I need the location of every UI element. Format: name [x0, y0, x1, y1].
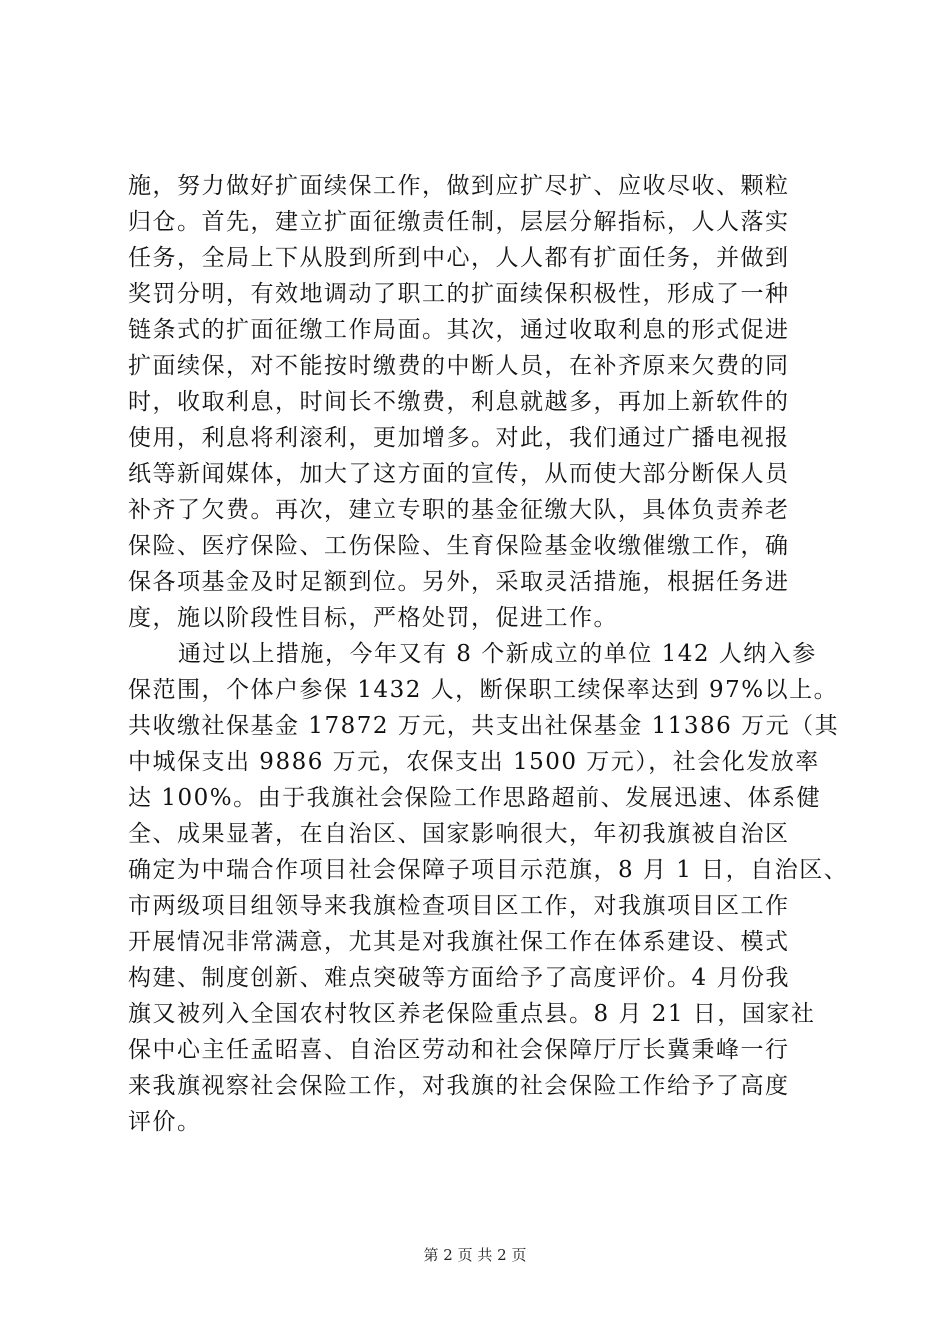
text-line: 市两级项目组领导来我旗检查项目区工作，对我旗项目区工作	[128, 893, 790, 919]
text-line: 确定为中瑞合作项目社会保障子项目示范旗，8 月 1 日，自治区、	[128, 857, 849, 883]
text-line: 奖罚分明，有效地调动了职工的扩面续保积极性，形成了一种	[128, 281, 790, 307]
text-line: 达 100%。由于我旗社会保险工作思路超前、发展迅速、体系健	[128, 785, 822, 811]
page-footer	[0, 1244, 950, 1266]
text-line: 全、成果显著，在自治区、国家影响很大，年初我旗被自治区	[128, 821, 790, 847]
body-text	[128, 168, 849, 1140]
text-line: 使用，利息将利滚利，更加增多。对此，我们通过广播电视报	[128, 425, 790, 451]
text-line: 任务，全局上下从股到所到中心，人人都有扩面任务，并做到	[128, 245, 790, 271]
text-line: 开展情况非常满意，尤其是对我旗社保工作在体系建设、模式	[128, 929, 790, 955]
text-line: 链条式的扩面征缴工作局面。其次，通过收取利息的形式促进	[128, 317, 790, 343]
text-line: 归仓。首先，建立扩面征缴责任制，层层分解指标，人人落实	[128, 209, 790, 235]
text-line: 评价。	[128, 1109, 202, 1135]
text-line: 中城保支出 9886 万元，农保支出 1500 万元），社会化发放率	[128, 749, 820, 775]
text-line: 保险、医疗保险、工伤保险、生育保险基金收缴催缴工作，确	[128, 533, 790, 559]
text-line: 构建、制度创新、难点突破等方面给予了高度评价。4 月份我	[128, 965, 790, 991]
page-number-label: 第 2 页 共 2 页	[423, 1246, 527, 1264]
text-line: 补齐了欠费。再次，建立专职的基金征缴大队，具体负责养老	[128, 497, 790, 523]
text-line: 保各项基金及时足额到位。另外，采取灵活措施，根据任务进	[128, 569, 790, 595]
text-line: 保中心主任孟昭喜、自治区劳动和社会保障厅厅长冀秉峰一行	[128, 1037, 790, 1063]
text-line: 时，收取利息，时间长不缴费，利息就越多，再加上新软件的	[128, 389, 790, 415]
text-line: 保范围，个体户参保 1432 人，断保职工续保率达到 97%以上。	[128, 677, 839, 703]
text-line: 旗又被列入全国农村牧区养老保险重点县。8 月 21 日，国家社	[128, 1001, 816, 1027]
text-line: 纸等新闻媒体，加大了这方面的宣传，从而使大部分断保人员	[128, 461, 790, 487]
paragraph-start-line: 通过以上措施，今年又有 8 个新成立的单位 142 人纳入参	[178, 641, 817, 667]
text-line: 来我旗视察社会保险工作，对我旗的社会保险工作给予了高度	[128, 1073, 790, 1099]
text-line: 度，施以阶段性目标，严格处罚，促进工作。	[128, 605, 618, 631]
text-line: 扩面续保，对不能按时缴费的中断人员，在补齐原来欠费的同	[128, 353, 790, 379]
text-line: 施，努力做好扩面续保工作，做到应扩尽扩、应收尽收、颗粒	[128, 173, 790, 199]
text-line: 共收缴社保基金 17872 万元，共支出社保基金 11386 万元（其	[128, 713, 840, 739]
